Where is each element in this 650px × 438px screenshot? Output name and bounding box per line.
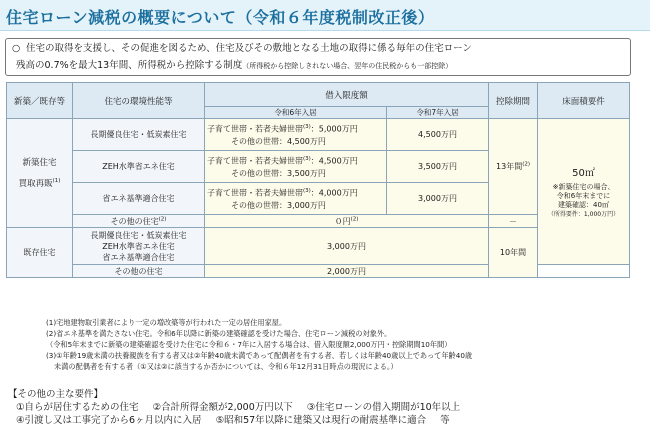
footnotes	[46, 317, 636, 372]
requirement-item: ③住宅ローンの借入期間が10年以上	[306, 402, 461, 413]
performance-cell: その他の住宅	[73, 265, 205, 278]
limit-year6-cell: 子育て世帯・若者夫婦世帯$^{(3)}$：5,000万円 その他の世帯：4,500万円	[205, 119, 387, 151]
intro-note: （所得税から控除しきれない場合、翌年の住民税からも一部控除）	[242, 62, 453, 70]
performance-cell: 長期優良住宅・低炭素住宅	[73, 119, 205, 151]
other-requirements	[8, 388, 460, 427]
intro-box	[5, 38, 631, 76]
empty-cell	[538, 265, 630, 278]
limit-year7-cell: 3,500万円	[387, 151, 489, 183]
intro-text-2: 残高の0.7%を最大13年間、所得税から控除する制度	[16, 60, 243, 71]
requirement-item: ⑤昭和57年以降に建築又は現行の耐震基準に適合	[215, 415, 427, 426]
table-row	[7, 119, 630, 151]
limit-cell: 3,000万円	[205, 228, 489, 265]
performance-cell: 長期優良住宅・低炭素住宅 ZEH水準省エネ住宅 省エネ基準適合住宅	[73, 228, 205, 265]
limit-year7-cell: 4,500万円	[387, 119, 489, 151]
footnote: (3)①年齢19歳未満の扶養親族を有する者又は②年齢40歳未満であって配偶者を有する者、若しくは年齢40歳以上であって年齢40歳	[46, 351, 473, 360]
table-row	[7, 215, 630, 228]
limit-cell: ０円$^{(2)}$	[205, 215, 489, 228]
requirement-item: ①自らが居住するための住宅	[16, 402, 139, 413]
requirement-item: 等	[440, 415, 450, 426]
performance-cell: 省エネ基準適合住宅	[73, 183, 205, 215]
requirement-item: ②合計所得金額が2,000万円以下	[152, 402, 293, 413]
requirement-item: ④引渡し又は工事完了から6ヶ月以内に入居	[16, 415, 202, 426]
limit-year7-cell: 3,000万円	[387, 183, 489, 215]
header-area: 床面積要件	[538, 83, 630, 119]
performance-cell: その他の住宅$^{(2)}$	[73, 215, 205, 228]
header-period: 控除期間	[489, 83, 538, 119]
requirements-row-1	[8, 401, 460, 414]
performance-cell: ZEH水準省エネ住宅	[73, 151, 205, 183]
header-category: 新築／既存等	[7, 83, 73, 119]
header-year6: 令和6年入居	[205, 107, 387, 119]
new-category-cell	[7, 119, 73, 228]
limit-cell: 2,000万円	[205, 265, 489, 278]
new-period-cell: 13年間$^{(2)}$	[489, 119, 538, 215]
new-category-label: 新築住宅 買取再販$^{(1)}$	[18, 157, 61, 189]
existing-period-cell: 10年間	[489, 228, 538, 278]
other-requirements-heading: 【その他の主な要件】	[8, 389, 104, 400]
existing-category-cell: 既存住宅	[7, 228, 73, 278]
title-bar	[0, 0, 650, 31]
intro-line-1	[12, 40, 624, 57]
limit-year6-cell: 子育て世帯・若者夫婦世帯$^{(3)}$：4,000万円 その他の世帯：3,000万円	[205, 183, 387, 215]
header-year7: 令和7年入居	[387, 107, 489, 119]
intro-line-2	[12, 57, 624, 75]
area-value: 50㎡	[572, 168, 595, 179]
footnote: 未満の配偶者を有する者（①又は②に該当するか否かについては、令和６年12月31日時点の現況による。）	[54, 362, 398, 371]
footnote: (1)宅地建物取引業者により一定の増改築等が行われた一定の居住用家屋。	[46, 318, 287, 327]
header-performance: 住宅の環境性能等	[73, 83, 205, 119]
period-cell: －	[489, 215, 538, 228]
page-title: 住宅ローン減税の概要について（令和６年度税制改正後）	[6, 8, 435, 27]
footnote: （令和5年末までに新築の建築確認を受けた住宅に令和６・7年に入居する場合は、借入限度額2,000万円・控除期間10年間）	[46, 340, 452, 349]
header-limit: 借入限度額	[205, 83, 489, 107]
intro-text-1: 住宅の取得を支援し、その促進を図るため、住宅及びその敷地となる土地の取得に係る毎年の住宅ローン	[26, 43, 472, 54]
area-cell: 50㎡ ※新築住宅の場合、 令和6年末までに 建築確認：40㎡ （所得要件：1,000万円）	[538, 119, 630, 265]
footnote-1-marker: (1)	[52, 177, 61, 184]
table-row	[7, 228, 630, 265]
requirements-row-2	[8, 414, 460, 427]
limit-year6-cell: 子育て世帯・若者夫婦世帯$^{(3)}$：4,500万円 その他の世帯：3,500万円	[205, 151, 387, 183]
deduction-table	[6, 82, 630, 278]
footnote: (2)省エネ基準を満たさない住宅。令和6年以降に新築の建築確認を受けた場合、住宅ローン減税の対象外。	[46, 329, 392, 338]
bullet-circle-icon: ○	[12, 43, 21, 54]
